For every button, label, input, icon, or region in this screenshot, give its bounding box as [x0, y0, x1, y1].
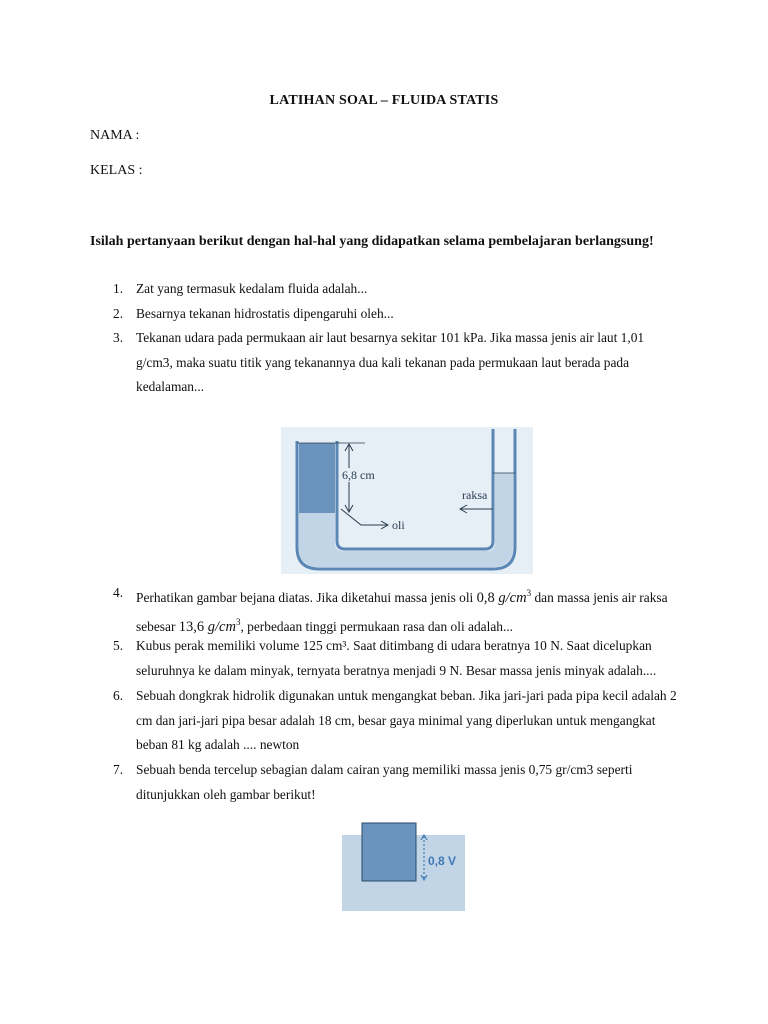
oil-label: oli — [392, 518, 405, 532]
question-number: 3. — [113, 330, 124, 345]
floating-block-figure — [342, 821, 465, 911]
page-title: LATIHAN SOAL – FLUIDA STATIS — [269, 93, 499, 108]
question-5 — [113, 634, 678, 683]
question-text: Kubus perak memiliki volume 125 cm³. Saat ditimbang di udara beratnya 10 N. Saat dicelupkan seluruhnya ke dalam minyak, ternyata beratnya menjadi 9 N. Besar massa jenis minyak adalah.... — [136, 638, 657, 678]
question-text: Zat yang termasuk kedalam fluida adalah... — [136, 281, 368, 296]
u-tube-figure — [281, 427, 533, 574]
class-field-label: KELAS : — [90, 163, 143, 178]
mercury-label: raksa — [462, 488, 488, 502]
question-7 — [113, 758, 678, 807]
question-number: 4. — [113, 585, 124, 600]
question-1 — [113, 277, 678, 302]
name-field-label: NAMA : — [90, 128, 140, 143]
question-text: Besarnya tekanan hidrostatis dipengaruhi oleh... — [136, 306, 394, 321]
question-2 — [113, 302, 678, 327]
question-number: 1. — [113, 281, 124, 296]
instruction-text: Isilah pertanyaan berikut dengan hal-hal yang didapatkan selama pembelajaran berlangsung! — [90, 234, 654, 249]
mercury-density-value: 13,6 $g/cm^3$ — [178, 617, 241, 636]
question-text: Tekanan udara pada permukaan air laut besarnya sekitar 101 kPa. Jika massa jenis air laut 1,01 g/cm3, maka suatu titik yang tekanannya dua kali tekanan pada permukaan laut berada pada kedalaman... — [136, 330, 645, 394]
height-label: 6,8 cm — [342, 468, 375, 482]
question-number: 2. — [113, 306, 124, 321]
question-text: Sebuah dongkrak hidrolik digunakan untuk mengangkat beban. Jika jari-jari pada pipa kecil adalah 2 cm dan jari-jari pipa besar adalah 18 cm, besar gaya minimal yang diperlukan untuk mengangkat beban 81 kg adalah .... newton — [136, 688, 677, 752]
question-text: dan massa jenis air raksa sebesar — [136, 589, 668, 635]
question-number: 6. — [113, 688, 124, 703]
question-number: 7. — [113, 762, 124, 777]
question-4 — [113, 581, 678, 640]
question-text: Perhatikan gambar bejana diatas. Jika diketahui massa jenis oli — [136, 589, 474, 605]
volume-label: 0,8 V — [428, 854, 457, 868]
question-6 — [113, 684, 678, 758]
question-text: , perbedaan tinggi permukaan rasa dan oli adalah... — [240, 619, 514, 635]
submerged-block — [362, 823, 416, 881]
question-3 — [113, 326, 678, 400]
oil-density-value: 0,8 $g/cm^3$ — [476, 588, 532, 606]
oil-column — [299, 443, 335, 513]
question-number: 5. — [113, 638, 124, 653]
question-text: Sebuah benda tercelup sebagian dalam cairan yang memiliki massa jenis 0,75 gr/cm3 seperti ditunjukkan oleh gambar berikut! — [136, 762, 633, 802]
